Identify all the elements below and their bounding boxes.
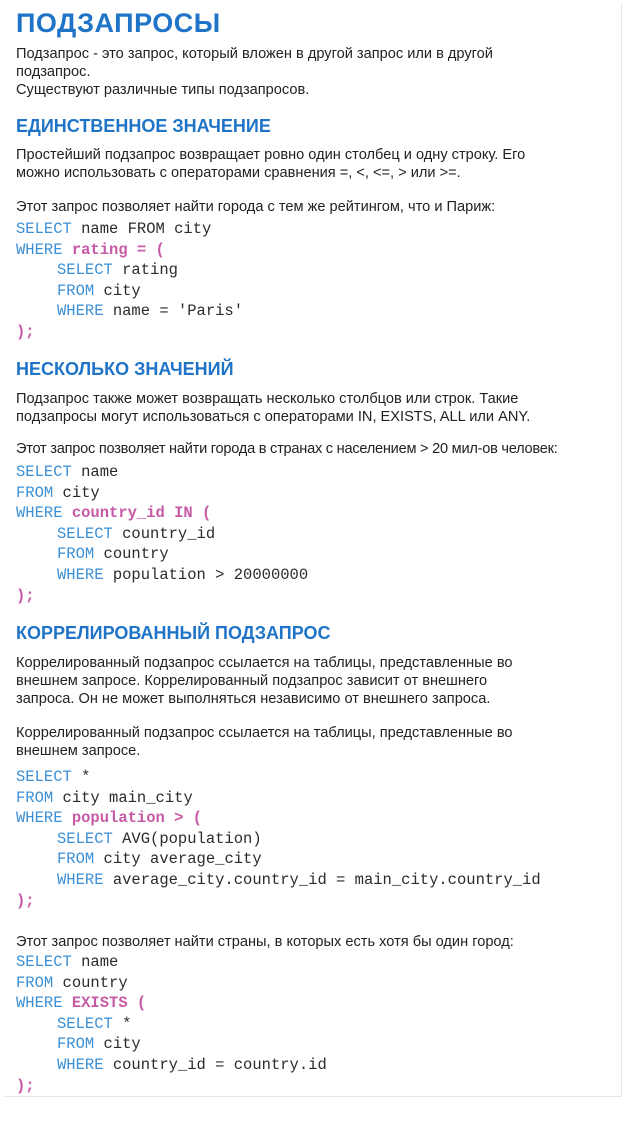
code-line — [16, 1076, 620, 1097]
code-keyword: WHERE — [16, 994, 63, 1013]
section-heading-single-value: ЕДИНСТВЕННОЕ ЗНАЧЕНИЕ — [16, 116, 271, 136]
code-line — [16, 483, 620, 504]
code-text: name — [71, 953, 119, 971]
code-line — [16, 524, 620, 545]
code-text: city — [53, 483, 100, 502]
code-keyword: FROM — [16, 973, 54, 992]
code-line — [16, 301, 620, 322]
code-highlight: ); — [16, 891, 35, 910]
code-line — [16, 952, 620, 973]
code-keyword: SELECT — [16, 463, 72, 481]
code-line — [16, 870, 620, 891]
code-text: city main_city — [53, 788, 193, 807]
section2-desc-line-1: Подзапрос также может возвращать несколько столбцов или строк. Такие — [16, 391, 519, 407]
intro-line-1: Подзапрос - это запрос, который вложен в другой запрос или в другой — [16, 46, 493, 62]
code-highlight: ); — [16, 322, 35, 341]
section3-code-block-2 — [16, 952, 620, 1096]
code-keyword: WHERE — [16, 240, 63, 259]
code-keyword: FROM — [57, 545, 95, 564]
section3-description — [16, 654, 616, 708]
code-text: AVG(population) — [112, 829, 262, 848]
section3-desc-line-3: запроса. Он не может выполняться независимо от внешнего запроса. — [16, 691, 491, 707]
section1-code-block — [16, 219, 620, 343]
code-text: city — [94, 1035, 141, 1054]
intro-text — [16, 45, 616, 99]
section1-example-note: Этот запрос позволяет найти города с тем же рейтингом, что и Париж: — [16, 199, 496, 215]
code-text: country — [94, 545, 169, 564]
code-text: average_city.country_id = main_city.country_id — [103, 870, 541, 889]
code-line — [16, 829, 620, 850]
code-line — [16, 260, 620, 281]
code-text: country_id = country.id — [103, 1055, 327, 1074]
code-keyword: WHERE — [57, 1055, 104, 1074]
code-line — [16, 544, 620, 565]
code-line — [16, 808, 620, 829]
code-keyword: FROM — [57, 1035, 95, 1054]
section2-code-block — [16, 462, 620, 606]
code-line — [16, 503, 620, 524]
section-heading-correlated-subquery: КОРРЕЛИРОВАННЫЙ ПОДЗАПРОС — [16, 623, 331, 643]
code-keyword: SELECT — [16, 768, 72, 786]
code-keyword: FROM — [57, 850, 95, 869]
code-line — [16, 891, 620, 912]
section2-example-note: Этот запрос позволяет найти города в странах с населением > 20 мил-ов человек: — [16, 441, 558, 457]
code-keyword: WHERE — [57, 870, 104, 889]
code-keyword: WHERE — [57, 302, 104, 321]
code-line — [16, 240, 620, 261]
code-line — [16, 849, 620, 870]
code-keyword: WHERE — [16, 504, 63, 523]
code-text: city — [94, 281, 141, 300]
code-keyword: WHERE — [57, 565, 104, 584]
code-text: rating — [112, 261, 178, 280]
section3-desc-line-1: Коррелированный подзапрос ссылается на таблицы, представленные во — [16, 655, 513, 671]
code-keyword: SELECT — [57, 261, 113, 280]
section1-description — [16, 146, 616, 182]
section3-desc2-line-1: Коррелированный подзапрос ссылается на таблицы, представленные во — [16, 725, 513, 741]
code-keyword: SELECT — [57, 524, 113, 543]
code-highlight: rating = ( — [62, 240, 165, 259]
section2-description — [16, 390, 616, 426]
code-line — [16, 1014, 620, 1035]
code-line — [16, 1034, 620, 1055]
code-line — [16, 219, 620, 240]
code-keyword: FROM — [57, 281, 95, 300]
code-text: country — [53, 973, 128, 992]
code-line — [16, 788, 620, 809]
section1-desc-line-2: можно использовать с операторами сравнения =, <, <=, > или >=. — [16, 165, 461, 181]
code-highlight: population > ( — [62, 809, 203, 828]
code-highlight: country_id IN ( — [62, 504, 212, 523]
code-line — [16, 993, 620, 1014]
code-keyword: FROM — [16, 483, 54, 502]
code-text: name = 'Paris' — [103, 302, 244, 321]
code-text: * — [112, 1014, 132, 1033]
code-keyword: SELECT — [57, 1014, 113, 1033]
code-line — [16, 462, 620, 483]
code-text: population > 20000000 — [103, 565, 309, 584]
section3-desc2-line-2: внешнем запросе. — [16, 743, 141, 759]
code-line — [16, 1055, 620, 1076]
code-line — [16, 767, 620, 788]
code-keyword: SELECT — [16, 220, 72, 238]
section1-desc-line-1: Простейший подзапрос возвращает ровно один столбец и одну строку. Его — [16, 147, 526, 163]
intro-line-2: подзапрос. — [16, 64, 91, 80]
code-text: name FROM city — [71, 220, 212, 238]
code-text: name — [71, 463, 119, 481]
section-heading-multiple-values: НЕСКОЛЬКО ЗНАЧЕНИЙ — [16, 359, 234, 379]
section3-example-note: Этот запрос позволяет найти страны, в которых есть хотя бы один город: — [16, 934, 514, 950]
section2-desc-line-2: подзапросы могут использоваться с операторами IN, EXISTS, ALL или ANY. — [16, 409, 531, 425]
page-title: ПОДЗАПРОСЫ — [16, 8, 221, 38]
intro-line-3: Существуют различные типы подзапросов. — [16, 82, 310, 98]
code-keyword: WHERE — [16, 809, 63, 828]
code-line — [16, 565, 620, 586]
code-highlight: ); — [16, 586, 35, 605]
section3-description-2 — [16, 724, 616, 760]
code-line — [16, 973, 620, 994]
section3-code-block-1 — [16, 767, 620, 911]
section3-desc-line-2: внешнем запросе. Коррелированный подзапрос зависит от внешнего — [16, 673, 488, 689]
code-line — [16, 586, 620, 607]
code-highlight: ); — [16, 1076, 35, 1095]
code-keyword: SELECT — [57, 829, 113, 848]
code-line — [16, 322, 620, 343]
code-line — [16, 281, 620, 302]
code-highlight: EXISTS ( — [62, 994, 147, 1013]
code-text: * — [71, 768, 91, 786]
code-text: country_id — [112, 524, 216, 543]
code-keyword: SELECT — [16, 953, 72, 971]
code-keyword: FROM — [16, 788, 54, 807]
code-text: city average_city — [94, 850, 262, 869]
